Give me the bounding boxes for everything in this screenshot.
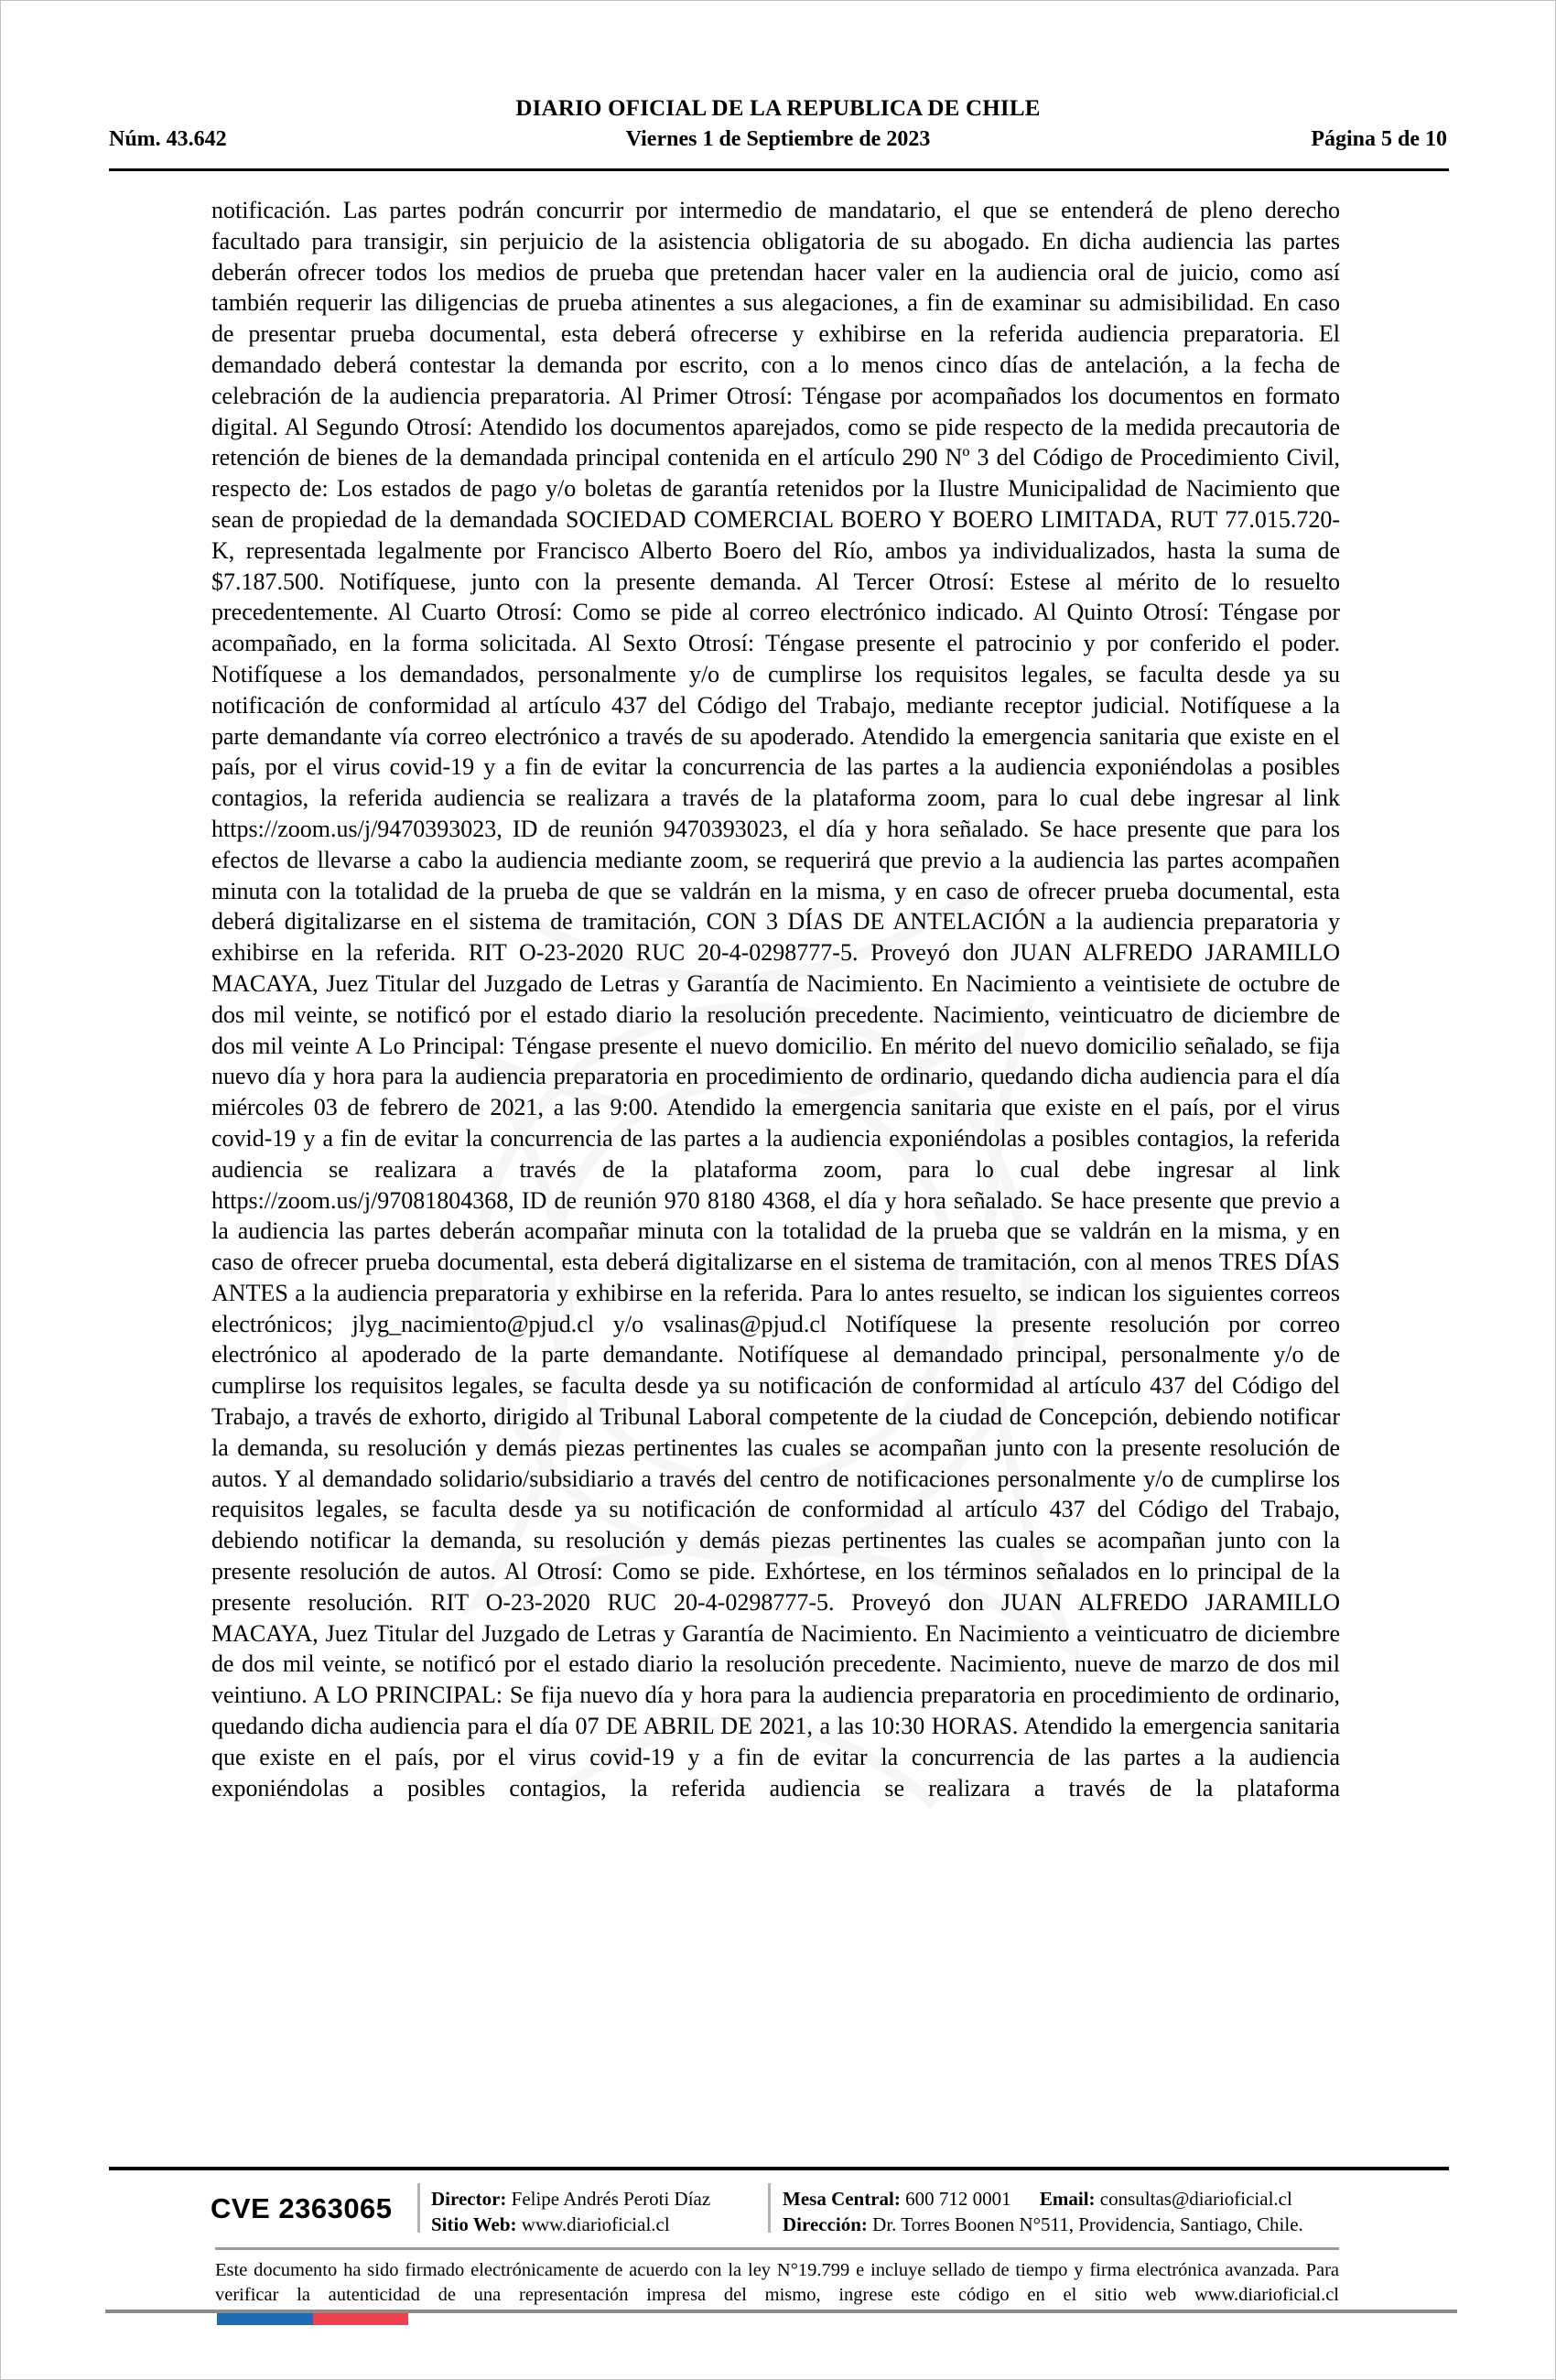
legal-notice-text: notificación. Las partes podrán concurrir por intermedio de mandatario, el que se entenderá de pleno derecho facultado para transigir, sin perjuicio de la asistencia obligatoria de su abogado. En dicha audiencia las partes deberán ofrecer todos los medios de prueba que pretendan hacer valer en la audiencia oral de juicio, como así también requerir las diligencias de prueba atinentes a sus alegaciones, a fin de examinar su admisibilidad. En caso de presentar prueba documental, esta deberá ofrecerse y exhibirse en la referida audiencia preparatoria. El demandado deberá contestar la demanda por escrito, con a lo menos cinco días de antelación, a la fecha de celebración de la audiencia preparatoria. Al Primer Otrosí: Téngase por acompañados los documentos en formato digital. Al Segundo Otrosí: Atendido los documentos aparejados, como se pide respecto de la medida precautoria de retención de bienes de la demandada principal contenida en el artículo 290 Nº 3 del Código de Procedimiento Civil, respecto de: Los estados de pago y/o boletas de garantía retenidos por la Ilustre Municipalidad de Nacimiento que sean de propiedad de la demandada SOCIEDAD COMERCIAL BOERO Y BOERO LIMITADA, RUT 77.015.720-K, representada legalmente por Francisco Alberto Boero del Río, ambos ya individualizados, hasta la suma de $7.187.500. Notifíquese, junto con la presente demanda. Al Tercer Otrosí: Estese al mérito de lo resuelto precedentemente. Al Cuarto Otrosí: Como se pide al correo electrónico indicado. Al Quinto Otrosí: Téngase por acompañado, en la forma solicitada. Al Sexto Otrosí: Téngase presente el patrocinio y por conferido el poder. Notifíquese a los demandados, personalmente y/o de cumplirse los requisitos legales, se faculta desde ya su notificación de conformidad al artículo 437 del Código del Trabajo, mediante receptor judicial. Notifíquese a la parte demandante vía correo electrónico a través de su apoderado. Atendido la emergencia sanitaria que existe en el país, por el virus covid-19 y a fin de evitar la concurrencia de las partes a la audiencia exponiéndolas a posibles contagios, la referida audiencia se realizara a través de la plataforma zoom, para lo cual debe ingresar al link https://zoom.us/j/9470393023, ID de reunión 9470393023, el día y hora señalado. Se hace presente que para los efectos de llevarse a cabo la audiencia mediante zoom, se requerirá que previo a la audiencia las partes acompañen minuta con la totalidad de la prueba de que se valdrán en la misma, y en caso de ofrecer prueba documental, esta deberá digitalizarse en el sistema de tramitación, CON 3 DÍAS DE ANTELACIÓN a la audiencia preparatoria y exhibirse en la referida. RIT O-23-2020 RUC 20-4-0298777-5. Proveyó don JUAN ALFREDO JARAMILLO MACAYA, Juez Titular del Juzgado de Letras y Garantía de Nacimiento. En Nacimiento a veintisiete de octubre de dos mil veinte, se notificó por el estado diario la resolución precedente. Nacimiento, veinticuatro de diciembre de dos mil veinte A Lo Principal: Téngase presente el nuevo domicilio. En mérito del nuevo domicilio señalado, se fija nuevo día y hora para la audiencia preparatoria en procedimiento de ordinario, quedando dicha audiencia para el día miércoles 03 de febrero de 2021, a las 9:00. Atendido la emergencia sanitaria que existe en el país, por el virus covid-19 y a fin de evitar la concurrencia de las partes a la audiencia exponiéndolas a posibles contagios, la referida audiencia se realizara a través de la plataforma zoom, para lo cual debe ingresar al link https://zoom.us/j/97081804368, ID de reunión 970 8180 4368, el día y hora señalado. Se hace presente que previo a la audiencia las partes deberán acompañar minuta con la totalidad de la prueba que se valdrán en la misma, y en caso de ofrecer prueba documental, esta deberá digitalizarse en el sistema de tramitación, con al menos TRES DÍAS ANTES a la audiencia preparatoria y exhibirse en la referida. Para lo antes resuelto, se indican los siguientes correos electrónicos; jlyg_nacimiento@pjud.cl y/o vsalinas@pjud.cl Notifíquese la presente resolución por correo electrónico al apoderado de la parte demandante. Notifíquese al demandado principal, personalmente y/o de cumplirse los requisitos legales, se faculta desde ya su notificación de conformidad al artículo 437 del Código del Trabajo, a través de exhorto, dirigido al Tribunal Laboral competente de la ciudad de Concepción, debiendo notificar la demanda, su resolución y demás piezas pertinentes las cuales se acompañan junto con la presente resolución de autos. Y al demandado solidario/subsidiario a través del centro de notificaciones personalmente y/o de cumplirse los requisitos legales, se faculta desde ya su notificación de conformidad al artículo 437 del Código del Trabajo, debiendo notificar la demanda, su resolución y demás piezas pertinentes las cuales se acompañan junto con la presente resolución de autos. Al Otrosí: Como se pide. Exhórtese, en los términos señalados en lo principal de la presente resolución. RIT O-23-2020 RUC 20-4-0298777-5. Proveyó don JUAN ALFREDO JARAMILLO MACAYA, Juez Titular del Juzgado de Letras y Garantía de Nacimiento. En Nacimiento a veinticuatro de diciembre de dos mil veinte, se notificó por el estado diario la resolución precedente. Nacimiento, nueve de marzo de dos mil veintiuno. A LO PRINCIPAL: Se fija nuevo día y hora para la audiencia preparatoria en procedimiento de ordinario, quedando dicha audiencia para el día 07 DE ABRIL DE 2021, a las 10:30 HORAS. Atendido la emergencia sanitaria que existe en el país, por el virus covid-19 y a fin de evitar la concurrencia de las partes a la audiencia exponiéndolas a posibles contagios, la referida audiencia se realizara a través de la plataforma xyxy=(211,197,1340,1801)
footer-director-block xyxy=(431,2186,710,2237)
header-rule xyxy=(109,168,1449,171)
email-address: consultas@diarioficial.cl xyxy=(1099,2188,1292,2210)
website-line xyxy=(431,2212,710,2237)
issue-date: Viernes 1 de Septiembre de 2023 xyxy=(625,127,931,151)
phone-email-line xyxy=(783,2186,1303,2212)
website-label: Sitio Web: xyxy=(431,2213,517,2235)
issue-number: Núm. 43.642 xyxy=(109,127,227,151)
page-indicator: Página 5 de 10 xyxy=(1311,127,1447,151)
footer-divider xyxy=(768,2183,771,2233)
address-value: Dr. Torres Boonen N°511, Providencia, Santiago, Chile. xyxy=(872,2213,1303,2235)
gov-flag-red-stripe xyxy=(313,2313,408,2325)
address-label: Dirección: xyxy=(783,2213,868,2235)
footer-contact-block xyxy=(783,2186,1303,2237)
email-label: Email: xyxy=(1039,2188,1096,2210)
electronic-signature-note: Este documento ha sido firmado electrónicamente de acuerdo con la ley N°19.799 e incluye sellado de tiempo y firma electrónica avanzada. Para verificar la autenticidad de una representación impresa del mismo, ingrese este código en el sitio web www.diarioficial.cl xyxy=(215,2260,1339,2305)
gazette-title: DIARIO OFICIAL DE LA REPUBLICA DE CHILE xyxy=(515,96,1041,121)
cve-code: CVE 2363065 xyxy=(211,2192,393,2224)
footer-divider xyxy=(417,2183,420,2233)
masthead-row xyxy=(109,127,1447,155)
footer-middle-rule xyxy=(215,2247,1339,2250)
phone-number: 600 712 0001 xyxy=(905,2188,1011,2210)
address-line xyxy=(783,2212,1303,2237)
director-line xyxy=(431,2186,710,2212)
phone-label: Mesa Central: xyxy=(783,2188,901,2210)
director-name: Felipe Andrés Peroti Díaz xyxy=(511,2188,711,2210)
director-label: Director: xyxy=(431,2188,507,2210)
gov-flag-blue-stripe xyxy=(217,2313,313,2325)
website-url: www.diarioficial.cl xyxy=(521,2213,670,2235)
footer-top-rule xyxy=(109,2167,1449,2170)
